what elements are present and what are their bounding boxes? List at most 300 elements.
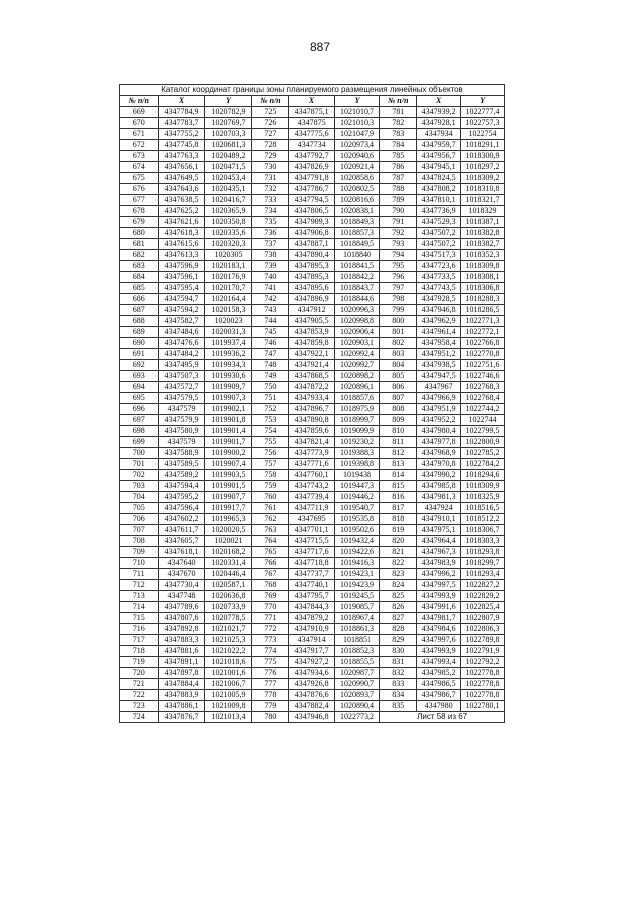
- table-cell: 806: [380, 382, 417, 393]
- table-cell: 4347808,2: [417, 184, 461, 195]
- table-cell: 4347580,9: [158, 426, 205, 437]
- table-cell: 4347886,1: [158, 701, 205, 712]
- table-cell: 1022746,6: [461, 371, 505, 382]
- table-cell: 1019423,9: [334, 580, 379, 591]
- table-cell: 4347879,2: [289, 613, 334, 624]
- table-cell: 4347621,6: [158, 217, 205, 228]
- table-cell: 1018844,6: [334, 294, 379, 305]
- table-cell: 818: [380, 514, 417, 525]
- table-row: [120, 437, 505, 448]
- table-cell: 691: [120, 349, 159, 360]
- table-cell: 1022773,2: [334, 712, 379, 723]
- table-cell: 4347997,6: [417, 635, 461, 646]
- table-row: [120, 360, 505, 371]
- table-row: [120, 547, 505, 558]
- table-cell: 4347891,1: [158, 657, 205, 668]
- column-header: № п/п: [380, 96, 417, 107]
- table-cell: 4347786,7: [289, 184, 334, 195]
- table-cell: 782: [380, 118, 417, 129]
- table-cell: 830: [380, 646, 417, 657]
- table-cell: 731: [252, 173, 289, 184]
- table-cell: 822: [380, 558, 417, 569]
- table-cell: 1019416,3: [334, 558, 379, 569]
- table-cell: 700: [120, 448, 159, 459]
- table-cell: 1022768,4: [461, 393, 505, 404]
- table-cell: 791: [380, 217, 417, 228]
- table-row: [120, 646, 505, 657]
- table-row: [120, 151, 505, 162]
- table-cell: 4347595,2: [158, 492, 205, 503]
- table-cell: 817: [380, 503, 417, 514]
- table-cell: 1018843,7: [334, 283, 379, 294]
- table-cell: 1018309,9: [461, 481, 505, 492]
- table-cell: 1020320,3: [205, 239, 252, 250]
- table-cell: 1020021: [205, 536, 252, 547]
- table-cell: 4347968,9: [417, 448, 461, 459]
- table-cell: 4347927,2: [289, 657, 334, 668]
- table-cell: 788: [380, 184, 417, 195]
- table-cell: 833: [380, 679, 417, 690]
- table-cell: 1018387,1: [461, 217, 505, 228]
- table-cell: 4347763,3: [158, 151, 205, 162]
- table-cell: 4347967: [417, 382, 461, 393]
- table-cell: 4347875: [289, 118, 334, 129]
- table-row: [120, 261, 505, 272]
- sheet-label: Лист 58 из 67: [380, 712, 505, 723]
- table-cell: 682: [120, 250, 159, 261]
- table-cell: 715: [120, 613, 159, 624]
- table-row: [120, 239, 505, 250]
- table-cell: 4347701,1: [289, 525, 334, 536]
- table-cell: 733: [252, 195, 289, 206]
- table-cell: 4347618,1: [158, 547, 205, 558]
- table-cell: 1022766,8: [461, 338, 505, 349]
- table-cell: 1021013,4: [205, 712, 252, 723]
- table-cell: 4347966,9: [417, 393, 461, 404]
- table-row: [120, 129, 505, 140]
- table-cell: 681: [120, 239, 159, 250]
- table-cell: 4347711,9: [289, 503, 334, 514]
- table-cell: 711: [120, 569, 159, 580]
- table-cell: 1018325,9: [461, 492, 505, 503]
- table-cell: 1022777,4: [461, 107, 505, 118]
- table-cell: 824: [380, 580, 417, 591]
- table-cell: 1020435,1: [205, 184, 252, 195]
- table-cell: 797: [380, 283, 417, 294]
- table-cell: 1018842,2: [334, 272, 379, 283]
- table-row: [120, 426, 505, 437]
- table-cell: 1019398,8: [334, 459, 379, 470]
- table-cell: 747: [252, 349, 289, 360]
- table-cell: 1020453,4: [205, 173, 252, 184]
- table-cell: 1020183,1: [205, 261, 252, 272]
- table-cell: 1022784,2: [461, 459, 505, 470]
- table-row: [120, 415, 505, 426]
- table-cell: 673: [120, 151, 159, 162]
- table-cell: 1018297,2: [461, 162, 505, 173]
- table-cell: 1019432,4: [334, 536, 379, 547]
- table-cell: 1019917,7: [205, 503, 252, 514]
- table-cell: 809: [380, 415, 417, 426]
- table-cell: 4347938,5: [417, 360, 461, 371]
- table-cell: 758: [252, 470, 289, 481]
- table-cell: 4347507,2: [417, 228, 461, 239]
- table-cell: 1020816,6: [334, 195, 379, 206]
- table-cell: 835: [380, 701, 417, 712]
- table-cell: 737: [252, 239, 289, 250]
- table-cell: 1021006,7: [205, 679, 252, 690]
- table-cell: 801: [380, 327, 417, 338]
- table-cell: 4347507,3: [158, 371, 205, 382]
- table-row: [120, 580, 505, 591]
- table-cell: 749: [252, 371, 289, 382]
- table-cell: 4347951,2: [417, 349, 461, 360]
- table-cell: 734: [252, 206, 289, 217]
- table-cell: 1018286,5: [461, 305, 505, 316]
- table-row: [120, 470, 505, 481]
- table-cell: 4347993,9: [417, 646, 461, 657]
- table-cell: 4347933,4: [289, 393, 334, 404]
- table-cell: 4347917,7: [289, 646, 334, 657]
- table-cell: 4347723,6: [417, 261, 461, 272]
- table-cell: 4347876,7: [158, 712, 205, 723]
- table-cell: 1019085,7: [334, 602, 379, 613]
- table-cell: 4347884,4: [158, 679, 205, 690]
- table-cell: 807: [380, 393, 417, 404]
- table-cell: 4347618,3: [158, 228, 205, 239]
- table-cell: 786: [380, 162, 417, 173]
- table-cell: 1018512,2: [461, 514, 505, 525]
- table-cell: 1019438: [334, 470, 379, 481]
- table-cell: 4347588,9: [158, 448, 205, 459]
- table-cell: 1018382,7: [461, 239, 505, 250]
- table-row: [120, 690, 505, 701]
- table-cell: 4347876,6: [289, 690, 334, 701]
- table-cell: 4347579: [158, 437, 205, 448]
- table-cell: 762: [252, 514, 289, 525]
- table-cell: 4347806,5: [289, 206, 334, 217]
- table-cell: 4347611,7: [158, 525, 205, 536]
- table-cell: 755: [252, 437, 289, 448]
- table-cell: 1022806,3: [461, 624, 505, 635]
- table-cell: 1022780,1: [461, 701, 505, 712]
- table-cell: 1022789,8: [461, 635, 505, 646]
- table-cell: 674: [120, 162, 159, 173]
- table-row: [120, 657, 505, 668]
- table-cell: 1020996,3: [334, 305, 379, 316]
- table-cell: 729: [252, 151, 289, 162]
- table-cell: 775: [252, 657, 289, 668]
- table-cell: 4347734: [289, 140, 334, 151]
- table-cell: 4347921,4: [289, 360, 334, 371]
- table-title: Каталог координат границы зоны планируемого размещения линейных объектов: [120, 85, 505, 96]
- table-cell: 4347975,1: [417, 525, 461, 536]
- table-cell: 4347977,8: [417, 437, 461, 448]
- table-cell: 4347579,5: [158, 393, 205, 404]
- table-cell: 717: [120, 635, 159, 646]
- table-cell: 724: [120, 712, 159, 723]
- table-cell: 1019901,8: [205, 415, 252, 426]
- table-row: [120, 503, 505, 514]
- table-cell: 4347986,7: [417, 690, 461, 701]
- table-cell: 4347970,8: [417, 459, 461, 470]
- table-cell: 1018999,7: [334, 415, 379, 426]
- table-cell: 1020782,9: [205, 107, 252, 118]
- table-cell: 705: [120, 503, 159, 514]
- table-cell: 750: [252, 382, 289, 393]
- table-cell: 1019540,7: [334, 503, 379, 514]
- table-cell: 4347775,6: [289, 129, 334, 140]
- table-cell: 4347795,7: [289, 591, 334, 602]
- table-cell: 1022754: [461, 129, 505, 140]
- table-cell: 4347993,4: [417, 657, 461, 668]
- table-cell: 823: [380, 569, 417, 580]
- table-row: [120, 217, 505, 228]
- table-cell: 4347980: [417, 701, 461, 712]
- table-cell: 4347656,1: [158, 162, 205, 173]
- table-cell: 695: [120, 393, 159, 404]
- table-cell: 1019901,5: [205, 481, 252, 492]
- table-cell: 1020992,7: [334, 360, 379, 371]
- table-cell: 832: [380, 668, 417, 679]
- table-cell: 1022792,2: [461, 657, 505, 668]
- table-cell: 685: [120, 283, 159, 294]
- table-cell: 4347821,4: [289, 437, 334, 448]
- table-cell: 4347615,6: [158, 239, 205, 250]
- table-cell: 4347638,5: [158, 195, 205, 206]
- table-cell: 1019423,1: [334, 569, 379, 580]
- table-row: [120, 624, 505, 635]
- table-cell: 1020416,7: [205, 195, 252, 206]
- table-cell: 1020489,2: [205, 151, 252, 162]
- table-cell: 4347853,9: [289, 327, 334, 338]
- column-header: Y: [205, 96, 252, 107]
- table-cell: 1019907,4: [205, 459, 252, 470]
- table-cell: 4347939,2: [417, 107, 461, 118]
- table-cell: 1020681,3: [205, 140, 252, 151]
- table-cell: 1019907,3: [205, 393, 252, 404]
- table-row: [120, 459, 505, 470]
- table-cell: 4347484,6: [158, 327, 205, 338]
- table-cell: 4347959,7: [417, 140, 461, 151]
- table-cell: 1020471,5: [205, 162, 252, 173]
- table-cell: 765: [252, 547, 289, 558]
- table-cell: 4347602,2: [158, 514, 205, 525]
- table-cell: 1019502,6: [334, 525, 379, 536]
- table-cell: 1018855,5: [334, 657, 379, 668]
- table-cell: 1020896,1: [334, 382, 379, 393]
- table-cell: 1022800,9: [461, 437, 505, 448]
- table-row: [120, 162, 505, 173]
- table-cell: 1022744: [461, 415, 505, 426]
- table-row: [120, 327, 505, 338]
- table-cell: 1020973,4: [334, 140, 379, 151]
- table-cell: 726: [252, 118, 289, 129]
- table-cell: 1019535,8: [334, 514, 379, 525]
- table-cell: 753: [252, 415, 289, 426]
- table-cell: 773: [252, 635, 289, 646]
- table-cell: 4347991,6: [417, 602, 461, 613]
- table-row: [120, 316, 505, 327]
- table-cell: 1020940,6: [334, 151, 379, 162]
- table-cell: 4347484,2: [158, 349, 205, 360]
- table-row: [120, 679, 505, 690]
- table-cell: 4347529,3: [417, 217, 461, 228]
- table-cell: 1018303,3: [461, 536, 505, 547]
- table-cell: 785: [380, 151, 417, 162]
- table-row: [120, 283, 505, 294]
- table-cell: 4347934,6: [289, 668, 334, 679]
- table-cell: 1018841,5: [334, 261, 379, 272]
- table-cell: 4347791,8: [289, 173, 334, 184]
- table-cell: 1020023: [205, 316, 252, 327]
- table-cell: 1020992,4: [334, 349, 379, 360]
- table-cell: 4347872,2: [289, 382, 334, 393]
- table-cell: 4347743,2: [289, 481, 334, 492]
- table-row: [120, 492, 505, 503]
- table-cell: 1018294,6: [461, 470, 505, 481]
- table-cell: 1020164,4: [205, 294, 252, 305]
- table-cell: 689: [120, 327, 159, 338]
- table-cell: 794: [380, 250, 417, 261]
- table-cell: 4347896,9: [289, 294, 334, 305]
- table-cell: 1018857,3: [334, 228, 379, 239]
- table-cell: 4347745,8: [158, 140, 205, 151]
- table-cell: 4347594,4: [158, 481, 205, 492]
- table-cell: 789: [380, 195, 417, 206]
- table-cell: 793: [380, 239, 417, 250]
- table-cell: 4347495,9: [158, 360, 205, 371]
- table-cell: 1018840: [334, 250, 379, 261]
- table-cell: 707: [120, 525, 159, 536]
- table-cell: 738: [252, 250, 289, 261]
- table-cell: 4347792,7: [289, 151, 334, 162]
- table-cell: 828: [380, 624, 417, 635]
- table-cell: 1021001,6: [205, 668, 252, 679]
- table-cell: 1020176,9: [205, 272, 252, 283]
- column-header: № п/п: [120, 96, 159, 107]
- table-row: [120, 701, 505, 712]
- table-cell: 825: [380, 591, 417, 602]
- table-cell: 694: [120, 382, 159, 393]
- table-cell: 1020838,1: [334, 206, 379, 217]
- table-cell: 751: [252, 393, 289, 404]
- table-cell: 799: [380, 305, 417, 316]
- table-cell: 4347789,6: [158, 602, 205, 613]
- table-cell: 701: [120, 459, 159, 470]
- table-cell: 4347579: [158, 404, 205, 415]
- table-cell: 678: [120, 206, 159, 217]
- table-cell: 1022751,6: [461, 360, 505, 371]
- table-cell: 1022807,9: [461, 613, 505, 624]
- table-cell: 1022778,8: [461, 679, 505, 690]
- table-cell: 4347794,5: [289, 195, 334, 206]
- table-cell: 742: [252, 294, 289, 305]
- table-row: [120, 569, 505, 580]
- table-cell: 834: [380, 690, 417, 701]
- table-cell: 4347952,2: [417, 415, 461, 426]
- table-cell: 1022771,3: [461, 316, 505, 327]
- table-cell: 4347643,6: [158, 184, 205, 195]
- table-cell: 720: [120, 668, 159, 679]
- table-cell: 1019422,6: [334, 547, 379, 558]
- table-cell: 4347945,1: [417, 162, 461, 173]
- table-cell: 771: [252, 613, 289, 624]
- table-cell: 1020906,4: [334, 327, 379, 338]
- table-cell: 1021047,9: [334, 129, 379, 140]
- table-cell: 4347951,9: [417, 404, 461, 415]
- table-cell: 815: [380, 481, 417, 492]
- table-cell: 4347986,5: [417, 679, 461, 690]
- table-cell: 1019446,2: [334, 492, 379, 503]
- table-cell: 4347883,3: [158, 635, 205, 646]
- table-cell: 1020020,5: [205, 525, 252, 536]
- table-cell: 4347897,8: [158, 668, 205, 679]
- table-cell: 4347807,6: [158, 613, 205, 624]
- table-cell: 790: [380, 206, 417, 217]
- table-cell: 795: [380, 261, 417, 272]
- table-cell: 4347892,8: [158, 624, 205, 635]
- table-cell: 702: [120, 470, 159, 481]
- table-cell: 1018849,5: [334, 239, 379, 250]
- table-cell: 4347895,3: [289, 272, 334, 283]
- table-cell: 1019937,4: [205, 338, 252, 349]
- table-cell: 713: [120, 591, 159, 602]
- table-cell: 1020769,7: [205, 118, 252, 129]
- table-cell: 813: [380, 459, 417, 470]
- table-cell: 736: [252, 228, 289, 239]
- table-cell: 1020305: [205, 250, 252, 261]
- table-cell: 4347961,4: [417, 327, 461, 338]
- table-row: [120, 294, 505, 305]
- table-row: [120, 712, 505, 723]
- table-cell: 754: [252, 426, 289, 437]
- table-cell: 829: [380, 635, 417, 646]
- table-row: [120, 118, 505, 129]
- table-cell: 1020733,9: [205, 602, 252, 613]
- table-cell: 4347826,9: [289, 162, 334, 173]
- table-cell: 743: [252, 305, 289, 316]
- table-row: [120, 206, 505, 217]
- table-cell: 760: [252, 492, 289, 503]
- table-cell: 675: [120, 173, 159, 184]
- table-row: [120, 184, 505, 195]
- table-cell: 1020158,3: [205, 305, 252, 316]
- table-cell: 4347824,5: [417, 173, 461, 184]
- table-cell: 4347625,2: [158, 206, 205, 217]
- table-cell: 1019901,4: [205, 426, 252, 437]
- table-cell: 1022778,8: [461, 668, 505, 679]
- table-cell: 1018861,3: [334, 624, 379, 635]
- table-row: [120, 250, 505, 261]
- table-cell: 1018308,1: [461, 272, 505, 283]
- table-cell: 723: [120, 701, 159, 712]
- table-cell: 1021021,7: [205, 624, 252, 635]
- table-row: [120, 272, 505, 283]
- table-cell: 1019909,7: [205, 382, 252, 393]
- table-cell: 4347996,2: [417, 569, 461, 580]
- table-cell: 1020335,6: [205, 228, 252, 239]
- table-row: [120, 591, 505, 602]
- table-cell: 4347895,6: [289, 283, 334, 294]
- table-cell: 727: [252, 129, 289, 140]
- table-cell: 1020168,2: [205, 547, 252, 558]
- table-cell: 699: [120, 437, 159, 448]
- coordinates-table: [119, 84, 505, 723]
- table-row: [120, 305, 505, 316]
- table-cell: 4347859,8: [289, 338, 334, 349]
- table-cell: 4347596,9: [158, 261, 205, 272]
